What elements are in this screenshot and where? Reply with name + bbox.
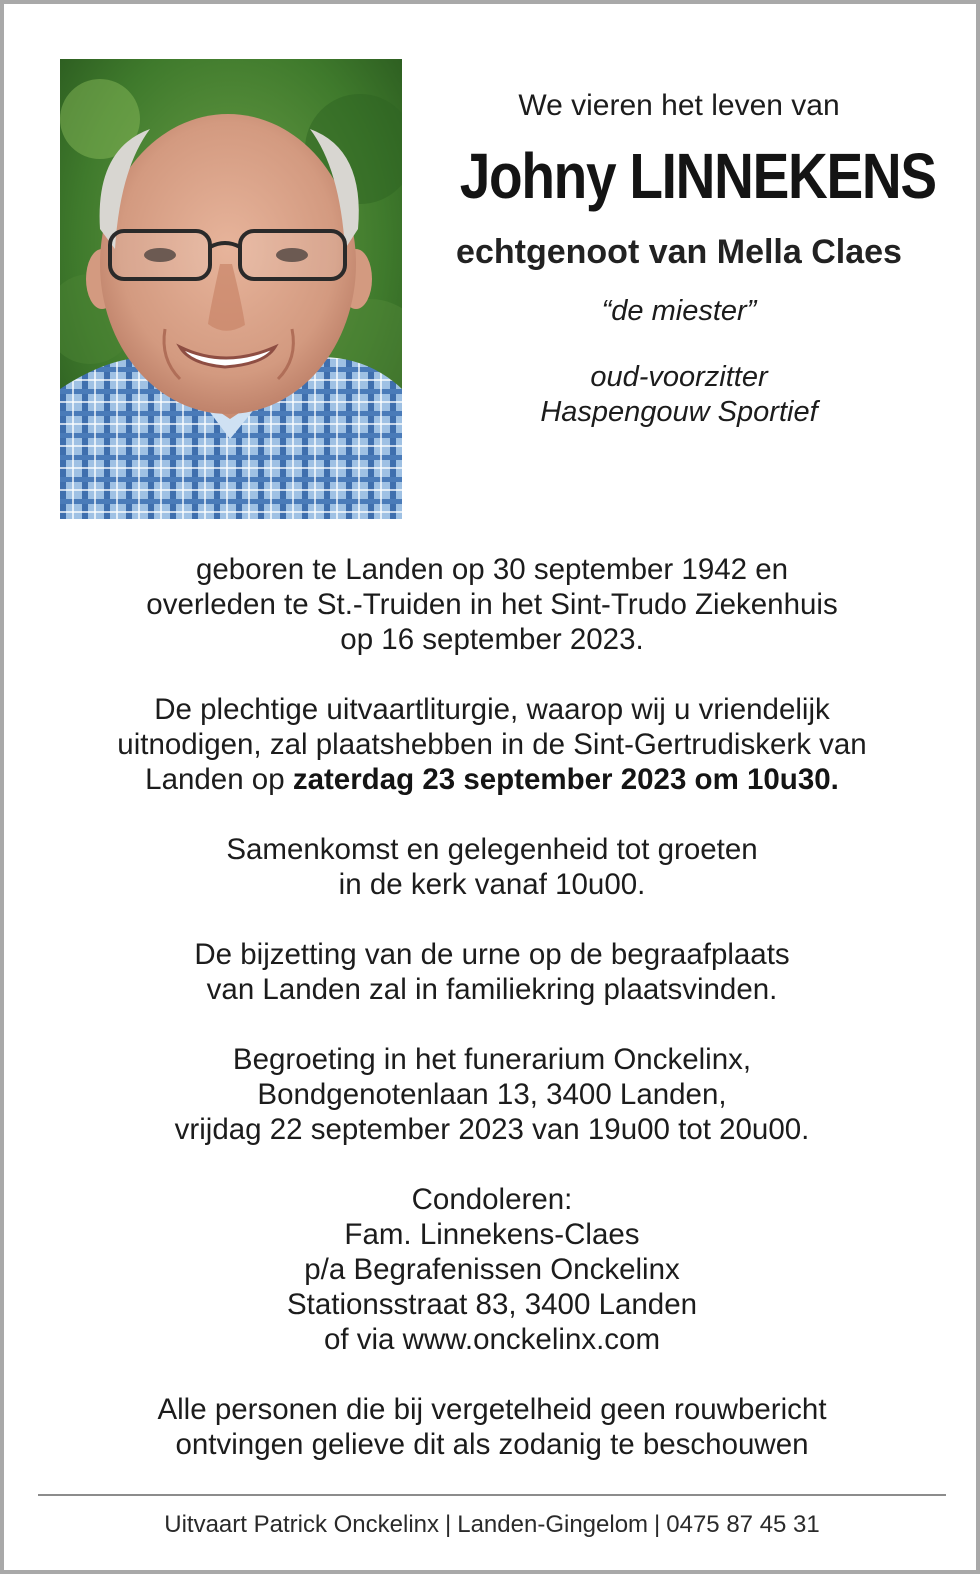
footer (38, 1510, 946, 1540)
role-line: oud-voorzitter (590, 361, 768, 393)
text-line: vrijdag 22 september 2023 van 19u00 tot 20u00. (174, 1113, 810, 1146)
footer-separator: | (445, 1511, 452, 1538)
text-line: Condoleren: (411, 1183, 573, 1216)
portrait-photo (60, 59, 402, 519)
footer-separator: | (654, 1511, 661, 1538)
footer-location: Landen-Gingelom (457, 1511, 649, 1538)
text-line: p/a Begrafenissen Onckelinx (304, 1253, 680, 1286)
header-block (424, 88, 934, 430)
text-line: Bondgenotenlaan 13, 3400 Landen, (257, 1078, 727, 1111)
urn-paragraph (44, 937, 940, 1007)
text-line: in de kerk vanaf 10u00. (338, 868, 646, 901)
funeral-date: zaterdag 23 september 2023 om 10u30. (292, 763, 839, 796)
portrait-illustration (60, 59, 402, 519)
text-line: De bijzetting van de urne op de begraafplaats (194, 938, 790, 971)
condolences-website: of via www.onckelinx.com (323, 1323, 661, 1356)
text-line: Samenkomst en gelegenheid tot groeten (226, 833, 758, 866)
text-line: Alle personen die bij vergetelheid geen rouwbericht (157, 1393, 827, 1426)
text-line: ontvingen gelieve dit als zodanig te beschouwen (175, 1428, 809, 1461)
condolences-paragraph (44, 1182, 940, 1357)
text-line: Begroeting in het funerarium Onckelinx, (232, 1043, 752, 1076)
notice-paragraph (44, 1392, 940, 1462)
birth-death-paragraph (44, 552, 940, 657)
text-line: Fam. Linnekens-Claes (344, 1218, 640, 1251)
role-line: Haspengouw Sportief (540, 396, 818, 428)
text-line: geboren te Landen op 30 september 1942 en (195, 553, 789, 586)
text-line (44, 762, 940, 797)
text-line: van Landen zal in familiekring plaatsvinden. (206, 973, 778, 1006)
footer-divider (38, 1494, 946, 1496)
role-text (424, 360, 934, 430)
text-line: Stationsstraat 83, 3400 Landen (286, 1288, 698, 1321)
gathering-paragraph (44, 832, 940, 902)
funeral-date-prefix: Landen op (145, 763, 293, 796)
text-line: uitnodigen, zal plaatshebben in de Sint-Gertrudiskerk van (117, 728, 867, 761)
text-line: De plechtige uitvaartliturgie, waarop wij u vriendelijk (154, 693, 830, 726)
text-line: op 16 september 2023. (340, 623, 644, 656)
footer-company: Uitvaart Patrick Onckelinx (164, 1511, 439, 1538)
spouse-text: echtgenoot van Mella Claes (456, 233, 902, 271)
text-line: overleden te St.-Truiden in het Sint-Trudo Ziekenhuis (146, 588, 838, 621)
visitation-paragraph (44, 1042, 940, 1147)
body-text (44, 552, 940, 1462)
footer-phone: 0475 87 45 31 (666, 1511, 820, 1538)
nickname-text: “de miester” (601, 295, 757, 327)
intro-text: We vieren het leven van (518, 89, 840, 122)
funeral-paragraph (44, 692, 940, 797)
deceased-name: Johny LINNEKENS (459, 140, 936, 212)
